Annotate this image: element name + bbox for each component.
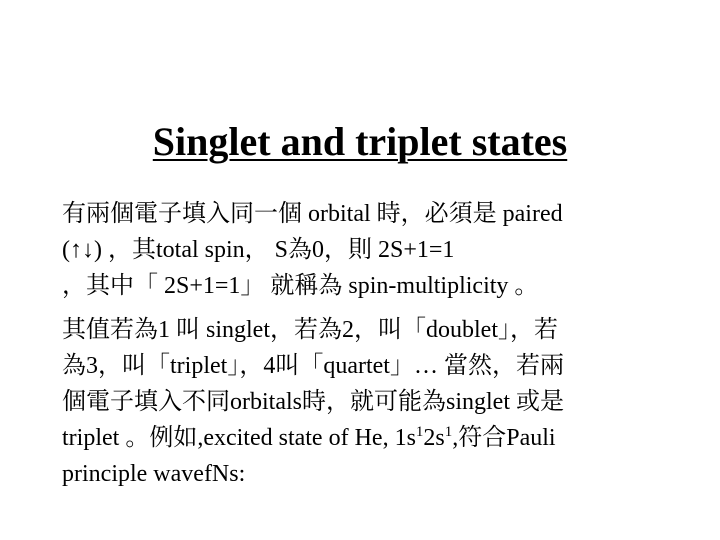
text-line-electron-configuration bbox=[62, 420, 682, 456]
text-line: (↑↓) ，其total spin， S為0，則 2S+1=1 bbox=[62, 237, 455, 263]
superscript: 1 bbox=[444, 424, 453, 440]
text-line: 為3，叫「triplet」，4叫「quartet」… 當然，若兩 bbox=[62, 353, 564, 379]
text-segment: 2s bbox=[423, 425, 445, 451]
text-segment: ,符合Pauli bbox=[452, 425, 556, 451]
slide-title: Singlet and triplet states bbox=[152, 119, 568, 164]
text-segment: triplet 。例如,excited state of He, 1s bbox=[62, 425, 416, 451]
superscript: 1 bbox=[415, 424, 424, 440]
paragraph-paired-electrons bbox=[62, 196, 682, 304]
text-line: 個電子填入不同orbitals時，就可能為singlet 或是 bbox=[62, 389, 564, 415]
paragraph-multiplicity bbox=[62, 312, 682, 492]
text-line: principle wavefNs: bbox=[62, 461, 246, 487]
text-line: 有兩個電子填入同一個 orbital 時，必須是 paired bbox=[62, 201, 563, 227]
text-line: ，其中「 2S+1=1」 就稱為 spin-multiplicity 。 bbox=[62, 273, 539, 299]
text-line: 其值若為1 叫 singlet，若為2，叫「doublet」，若 bbox=[62, 317, 558, 343]
